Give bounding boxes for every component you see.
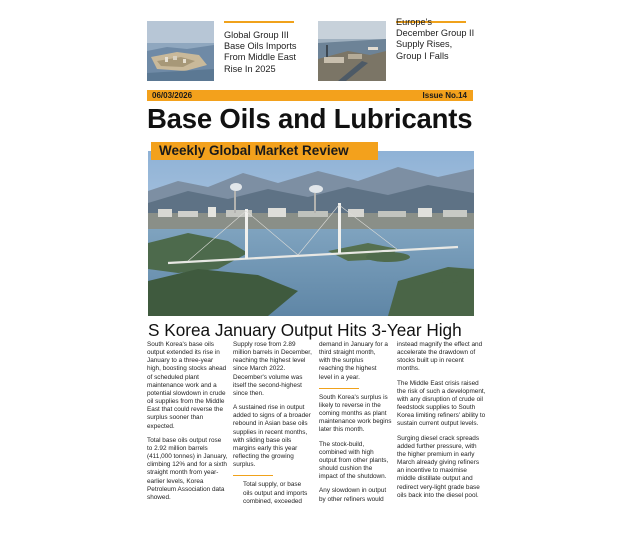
teaser-1-title[interactable]: Global Group III Base Oils Imports From Middle East Rise In 2025 (224, 30, 297, 74)
column-3-paragraph-4: Any slowdown in output by other refiners would (319, 487, 387, 503)
coastal-refinery-photo (147, 21, 214, 81)
industrial-bay-bridge-photo (148, 151, 474, 316)
date-issue-strip (147, 90, 473, 101)
issue-date: 06/03/2026 (152, 91, 193, 100)
column-4-paragraph-3: Surging diesel crack spreads added further pressure, with the higher premium in early March already giving refiners an incentive to maximise middle distillate output and redirect very-light grade base oils back into the diesel pool. (397, 434, 480, 499)
column-1-paragraph-2: Total base oils output rose to 2.92 million barrels (411,000 tonnes) in January, climbing 12% and for a sixth straight month from year- earlier levels, Korea Petroleum Association data showed. (147, 436, 228, 501)
article-column-4 (397, 341, 489, 506)
teaser-2-title[interactable]: Europe's December Group II Supply Rises, Group I Falls (396, 17, 475, 61)
teaser-2-image[interactable] (318, 21, 386, 81)
column-4-paragraph-1: instead magnify the effect and accelerate the drawdown of stocks built up in recent months. (397, 341, 483, 373)
column-3-paragraph-3: The stock-build, combined with high output from other plants, should cushion the impact of the shutdown. (319, 440, 389, 481)
masthead-title: Base Oils and Lubricants (147, 103, 473, 134)
issue-number: Issue No.14 (422, 91, 467, 100)
article-headline: S Korea January Output Hits 3-Year High (148, 320, 462, 340)
column-4-paragraph-2: The Middle East crisis raised the risk of such a development, with any disruption of crude oil feedstock supplies to South Korea limiting refiners' ability to sustain current output levels. (397, 379, 486, 428)
column-2-divider (233, 475, 273, 476)
hero-image (148, 151, 474, 316)
column-2-paragraph-3: Total supply, or base oils output and imports combined, exceeded (243, 481, 308, 505)
weekly-review-label: Weekly Global Market Review (159, 143, 349, 158)
column-3-divider (319, 388, 359, 389)
weekly-review-banner (151, 142, 378, 160)
column-1-paragraph-1: South Korea's base oils output extended its rise in January to a three-year high, boosting stocks ahead of scheduled plant maintenance work and a potential slowdown in crude oil supplies from the Middle East that could reverse the surplus sooner than expected. (147, 341, 227, 430)
teaser-1-image[interactable] (147, 21, 214, 81)
column-3-paragraph-1: demand in January for a third straight month, with the surplus reaching the highest level in a year. (319, 341, 388, 381)
port-terminal-photo (318, 21, 386, 81)
column-2-paragraph-1: Supply rose from 2.89 million barrels in December, reaching the highest level since March 2022. December's volume was itself the second-highest since then. (233, 341, 312, 397)
article-column-3 (319, 341, 403, 510)
article-column-1 (147, 341, 231, 508)
article-column-2 (233, 341, 319, 512)
column-2-paragraph-2: A sustained rise in output added to signs of a broader rebound in Asian base oils supplies in recent months, with sliding base oils margins early this year reflecting the growing surplus. (233, 404, 311, 469)
column-3-paragraph-2: South Korea's surplus is likely to reverse in the coming months as plant maintenance work begins later this month. (319, 393, 392, 434)
teaser-1-accent-bar (224, 21, 294, 23)
